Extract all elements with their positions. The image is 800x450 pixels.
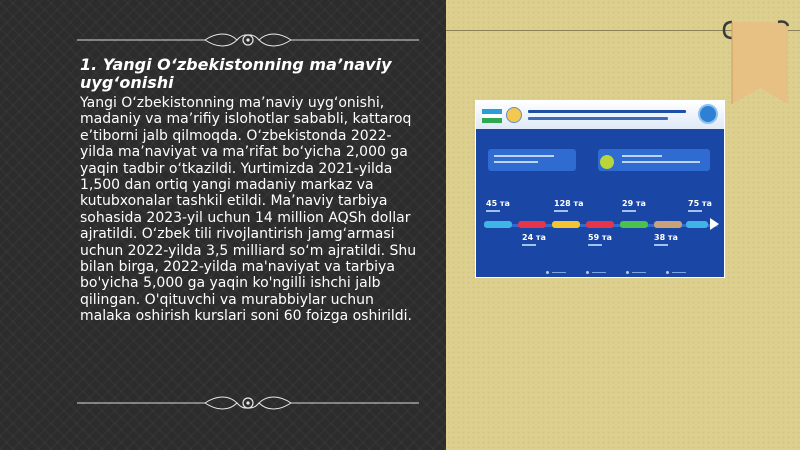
footer-dot	[666, 271, 669, 274]
stat-label: 38 та	[654, 233, 678, 246]
timeline-arrow-icon	[710, 218, 719, 230]
top-ornament-divider	[77, 30, 419, 50]
green-circle-icon	[600, 155, 614, 169]
footer-dot	[626, 271, 629, 274]
stat-label: 24 та	[522, 233, 546, 246]
bookmark-ribbon-icon	[722, 16, 792, 108]
logo-icon	[698, 104, 718, 124]
timeline-segment	[484, 221, 512, 228]
timeline-segment	[686, 221, 708, 228]
flag-stripe	[482, 118, 502, 123]
bottom-ornament-divider	[77, 393, 419, 413]
info-box	[598, 149, 710, 171]
footer-line	[632, 272, 646, 273]
header-text-line	[528, 117, 668, 120]
slide-body-text: Yangi O‘zbekistonning ma’naviy uyg‘onishi, madaniy va ma’rifiy islohotlar sababli, kattaroq e’tiborni jalb qilmoqda. O‘zbekistonda 2022-yilda ma’naviyat va ma’rifat bo‘yicha 2,000 ga yaqin tadbir o‘tkazildi. Yurtimizda 2021-yilda 1,500 dan ortiq yangi madaniy markaz va kutubxonalar tashkil etildi. Ma’naviy tarbiya sohasida 2023-yil uchun 14 million AQSh dollar ajratildi. O‘zbek tili rivojlantirish jamg‘armasi uchun 2022-yilda 3,5 milliard so‘m ajratildi. Shu bilan birga, 2022-yilda ma'naviyat va tarbiya bo'yicha 5,000 ga yaqin ko'ngilli ishchi jalb qilingan. O'qituvchi va murabbiylar uchun malaka oshirish kurslari soni 60 foizga oshirildi.	[80, 95, 417, 325]
footer-line	[672, 272, 686, 273]
uzbekistan-flag-icon	[482, 109, 502, 123]
stat-label: 29 та	[622, 199, 646, 212]
info-text-line	[494, 161, 538, 163]
infographic-image	[475, 100, 725, 278]
footer-line	[552, 272, 566, 273]
header-text-line	[528, 110, 686, 113]
timeline-segment	[586, 221, 614, 228]
emblem-icon	[506, 107, 522, 123]
footer-line	[592, 272, 606, 273]
timeline-segment	[620, 221, 648, 228]
info-text-line	[622, 161, 700, 163]
info-text-line	[622, 155, 662, 157]
timeline-segment	[552, 221, 580, 228]
stat-label: 128 та	[554, 199, 584, 212]
footer-dot	[586, 271, 589, 274]
stat-label: 59 та	[588, 233, 612, 246]
stat-label: 45 та	[486, 199, 510, 212]
infographic-header	[476, 101, 725, 129]
stat-label: 75 та	[688, 199, 712, 212]
info-box	[488, 149, 576, 171]
timeline-segment	[654, 221, 682, 228]
timeline-segment	[518, 221, 546, 228]
info-text-line	[494, 155, 554, 157]
slide-title: 1. Yangi O‘zbekistonning ma’naviy uyg‘onishi	[80, 55, 392, 92]
footer-dot	[546, 271, 549, 274]
